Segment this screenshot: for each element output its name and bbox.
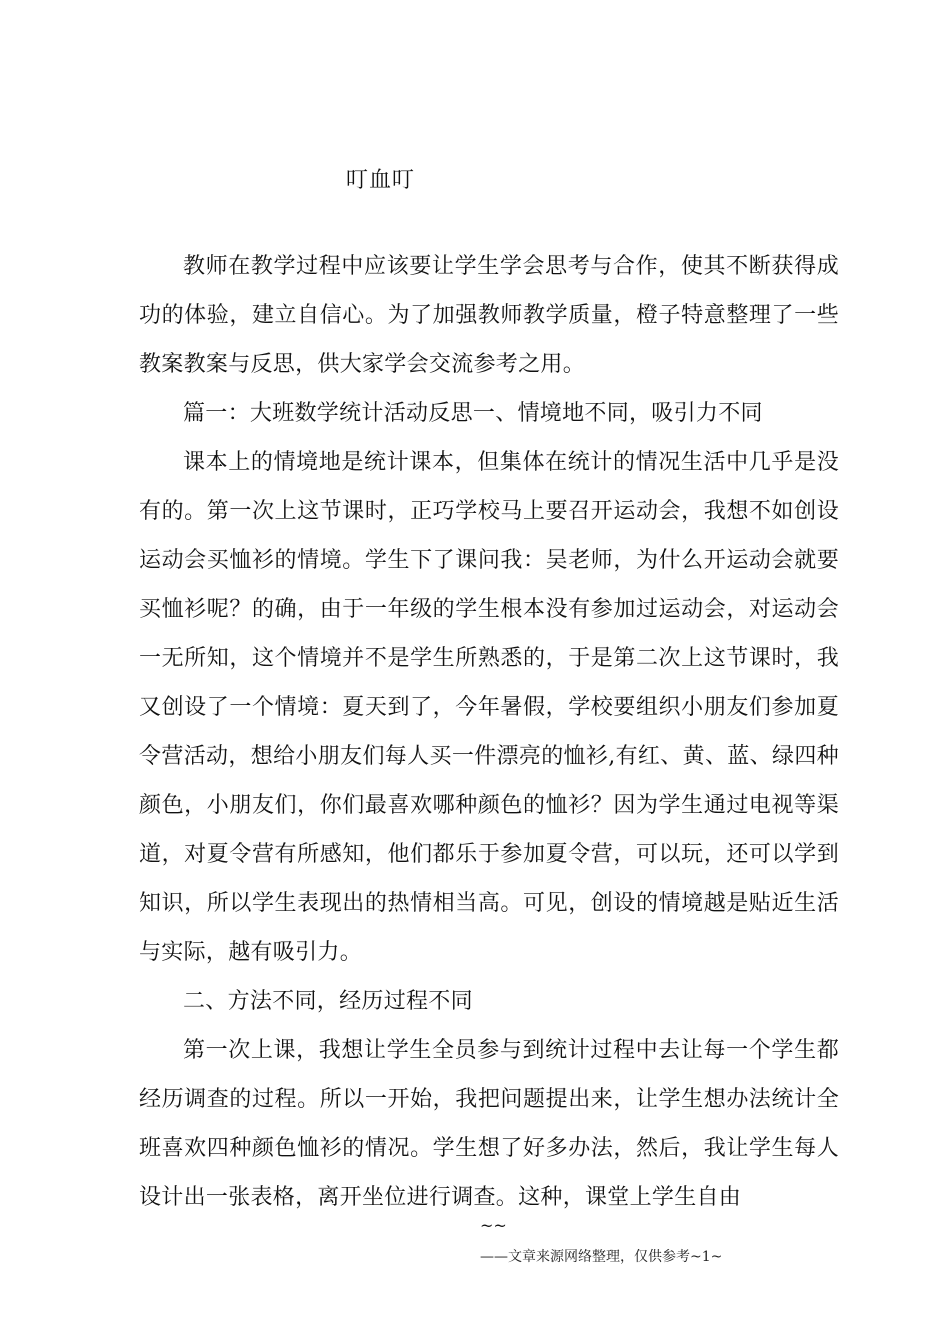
- paragraph-section-one-heading: 篇一：大班数学统计活动反思一、情境地不同，吸引力不同: [183, 401, 763, 426]
- page-footer-note: ——文章来源网络整理，仅供参考~1~: [480, 1249, 723, 1265]
- paragraph-section-two-heading: 二、方法不同，经历过程不同: [183, 989, 473, 1014]
- paragraph-context: 课本上的情境地是统计课本，但集体在统计的情况生活中几乎是没有的。第一次上这节课时，正巧学校马上要召开运动会，我想不如创设运动会买恤衫的情境。学生下了课问我：吴老师，为什么开运动会就要买恤衫呢？的确，由于一年级的学生根本没有参加过运动会，对运动会一无所知，这个情境并不是学生所熟悉的，于是第二次上这节课时，我又创设了一个情境：夏天到了，今年暑假，学校要组织小朋友们参加夏令营活动，想给小朋友们每人买一件漂亮的恤衫,有红、黄、蓝、绿四种颜色，小朋友们，你们最喜欢哪种颜色的恤衫？因为学生通过电视等渠道，对夏令营有所感知，他们都乐于参加夏令营，可以玩，还可以学到知识，所以学生表现出的热情相当高。可见，创设的情境越是贴近生活与实际，越有吸引力。: [139, 450, 839, 965]
- document-body: [139, 242, 839, 1222]
- page-footer-mark: ~~: [480, 1216, 507, 1235]
- paragraph-intro: 教师在教学过程中应该要让学生学会思考与合作，使其不断获得成功的体验，建立自信心。为了加强教师教学质量，橙子特意整理了一些教案教案与反思，供大家学会交流参考之用。: [139, 254, 839, 377]
- page-header-mark: 叮血叮: [346, 168, 416, 193]
- paragraph-method: 第一次上课，我想让学生全员参与到统计过程中去让每一个学生都经历调查的过程。所以一开始，我把问题提出来，让学生想办法统计全班喜欢四种颜色恤衫的情况。学生想了好多办法，然后，我让学生每人设计出一张表格，离开坐位进行调查。这种，课堂上学生自由: [139, 1038, 839, 1210]
